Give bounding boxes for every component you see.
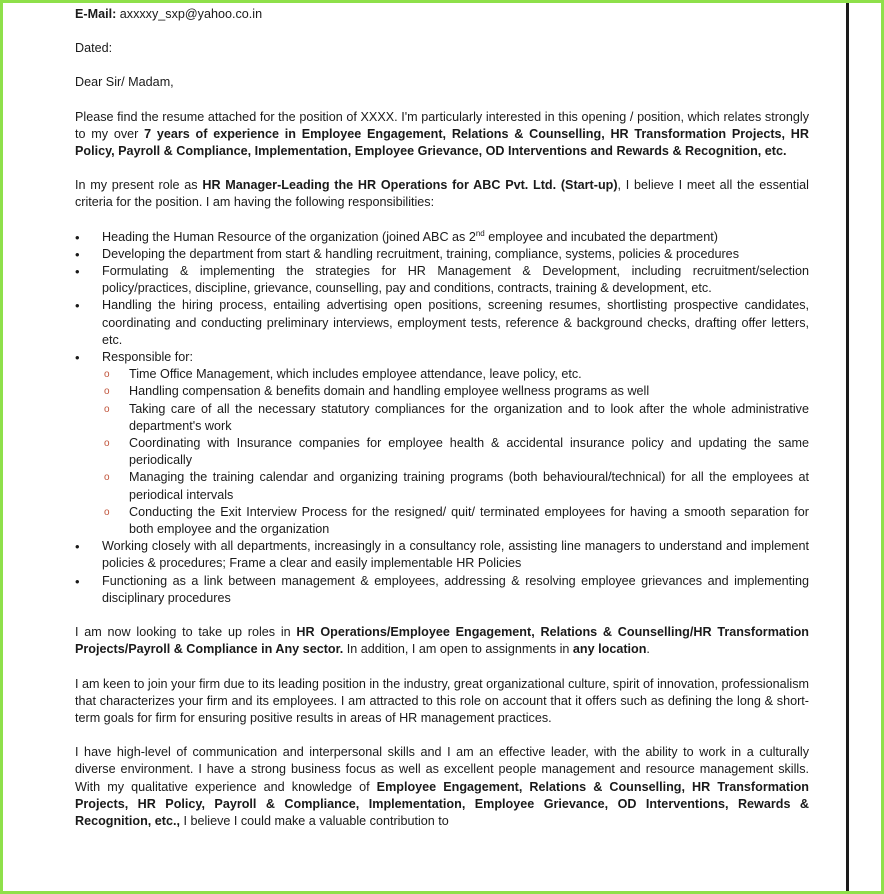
email-line: [75, 6, 809, 23]
list-item: [75, 297, 809, 349]
present-role-text-1: In my present role as: [75, 178, 203, 193]
looking-text-3: .: [646, 642, 650, 657]
sub-list-item-text: Time Office Management, which includes employee attendance, leave policy, etc.: [129, 367, 582, 382]
list-item-text: Working closely with all departments, increasingly in a consultancy role, assisting line managers to understand and implement policies & procedures; Frame a clear and easily implementable HR Policies: [102, 539, 809, 571]
ordinal-superscript: nd: [475, 228, 485, 238]
looking-text-2: In addition, I am open to assignments in: [343, 642, 573, 657]
email-label: E-Mail:: [75, 7, 117, 21]
page-edge-divider: [846, 3, 849, 891]
sub-list-item-text: Conducting the Exit Interview Process for the resigned/ quit/ terminated employees for having a smooth separation for both employee and the organization: [129, 504, 809, 537]
list-item-text: Heading the Human Resource of the organization (joined ABC as 2: [102, 229, 476, 244]
present-role-text-2: , I believe I meet all the essential criteria for the position. I am having the following responsibilities:: [75, 178, 809, 210]
sub-list-item-text: Managing the training calendar and organizing training programs (both behavioural/technical) for all the employees at periodical intervals: [129, 470, 809, 502]
skills-text-1: I have high-level of communication and interpersonal skills and I am an effective leader, with the ability to work in a culturally diverse environment. I have a strong business focus as well as excellent people management and resource management skills. With my qualitative experience and knowledge of: [75, 745, 809, 794]
present-role-title: HR Manager-Leading the HR Operations for ABC Pvt. Ltd. (Start-up): [202, 178, 618, 193]
list-item: [75, 349, 809, 538]
skills-highlight: Employee Engagement, Relations & Counselling, HR Transformation Projects, HR Policy, Payroll & Compliance, Implementation, Employee Grievance, OD Interventions, Rewards & Recognition, etc.,: [75, 779, 809, 828]
list-item-text: Developing the department from start & handling recruitment, training, compliance, systems, policies & procedures: [102, 246, 739, 261]
cover-letter-document: [75, 6, 809, 830]
list-item: [75, 246, 809, 263]
looking-location: any location: [572, 642, 647, 657]
looking-roles: HR Operations/Employee Engagement, Relations & Counselling/HR Transformation Projects/Payroll & Compliance in Any sector.: [75, 625, 809, 657]
dated-label: Dated:: [75, 41, 113, 56]
looking-text-1: I am now looking to take up roles in: [75, 625, 297, 640]
intro-highlight: 7 years of experience in Employee Engagement, Relations & Counselling, HR Transformation Projects, HR Policy, Payroll & Compliance, Implementation, Employee Grievance, OD Interventions and Rewards & Recognition, etc.: [75, 126, 809, 159]
sub-responsibilities-list: [102, 366, 809, 538]
sub-list-item-text: Coordinating with Insurance companies for employee health & accidental insurance policy and updating the same periodically: [129, 436, 809, 468]
list-item-text: Functioning as a link between management & employees, addressing & resolving employee grievances and implementing disciplinary procedures: [102, 573, 809, 605]
sub-list-item: [102, 383, 809, 400]
sub-list-item: [102, 366, 809, 383]
sub-list-item-text: Handling compensation & benefits domain and handling employee wellness programs as well: [129, 384, 650, 399]
sub-list-item: [102, 469, 809, 503]
list-item-text: employee and incubated the department): [484, 229, 718, 244]
list-item-text: Formulating & implementing the strategies for HR Management & Development, including recruitment/selection policy/practices, discipline, grievance, counselling, pay and conditions, contracts, training & development, etc.: [102, 264, 809, 296]
present-role-paragraph: [75, 177, 809, 211]
responsibilities-list: [75, 229, 809, 607]
email-value: axxxxy_sxp@yahoo.co.in: [119, 7, 263, 21]
intro-text: Please find the resume attached for the position of XXXX. I'm particularly interested in this opening / position, which relates strongly to my over: [75, 109, 809, 141]
list-item: [75, 538, 809, 572]
sub-list-item-text: Taking care of all the necessary statutory compliances for the organization and to look after the whole administrative department's work: [129, 401, 809, 433]
sub-list-item: [102, 401, 809, 435]
list-item-text: Handling the hiring process, entailing advertising open positions, screening resumes, shortlisting prospective candidates, coordinating and conducting preliminary interviews, employment tests, reference & background checks, drafting offer letters, etc.: [102, 298, 809, 347]
looking-paragraph: [75, 624, 809, 658]
skills-paragraph: [75, 744, 809, 830]
salutation: Dear Sir/ Madam,: [75, 75, 174, 90]
list-item: [75, 573, 809, 607]
list-item-text: Responsible for:: [102, 350, 194, 365]
list-item: [75, 263, 809, 297]
intro-paragraph: [75, 109, 809, 161]
sub-list-item: [102, 435, 809, 469]
list-item: [75, 229, 809, 246]
keen-paragraph: I am keen to join your firm due to its leading position in the industry, great organizational culture, spirit of innovation, professionalism that characterizes your firm and its employees. I am attracted to this role on account that it offers such as defining the long & short-term goals for firm for ensuring positive results in areas of HR management practices.: [75, 676, 809, 725]
skills-text-2: I believe I could make a valuable contribution to: [179, 813, 449, 828]
sub-list-item: [102, 504, 809, 538]
